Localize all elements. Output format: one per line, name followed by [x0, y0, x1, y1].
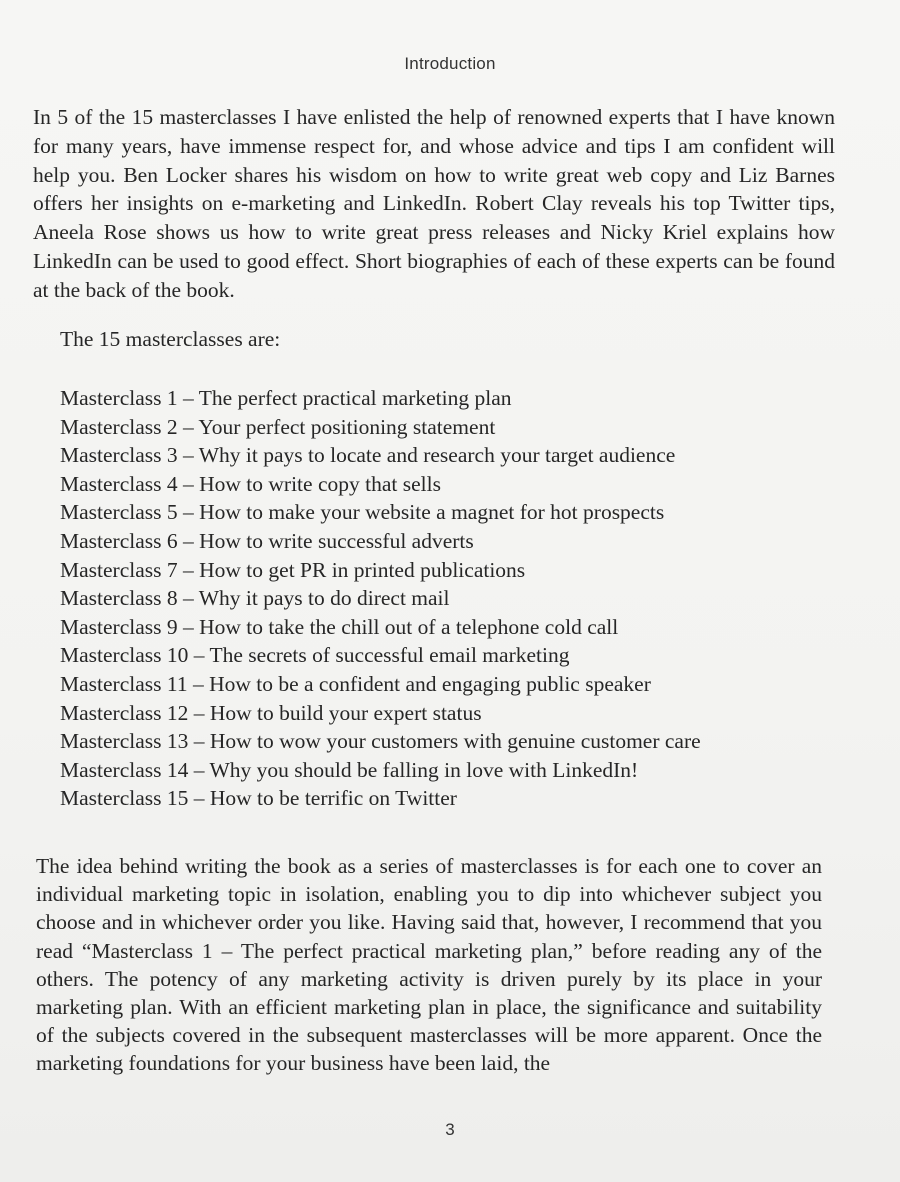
list-item: Masterclass 2 – Your perfect positioning statement [60, 414, 496, 439]
list-item: Masterclass 11 – How to be a confident and engaging public speaker [60, 671, 651, 696]
list-item: Masterclass 8 – Why it pays to do direct mail [60, 586, 450, 611]
list-lead-in: The 15 masterclasses are: [60, 327, 281, 351]
masterclass-list [60, 384, 701, 813]
list-item: Masterclass 4 – How to write copy that sells [60, 471, 441, 496]
list-item: Masterclass 12 – How to build your expert status [60, 700, 482, 725]
list-item: Masterclass 6 – How to write successful adverts [60, 528, 474, 553]
list-item: Masterclass 7 – How to get PR in printed publications [60, 557, 526, 582]
closing-paragraph: The idea behind writing the book as a series of masterclasses is for each one to cover an individual marketing topic in isolation, enabling you to dip into whichever subject you choose and in whichever order you like. Having said that, however, I recommend that you read “Masterclass 1 – The perfect practical marketing plan,” before reading any of the others. The potency of any marketing activity is driven purely by its place in your marketing plan. With an efficient marketing plan in place, the significance and suitability of the subjects covered in the subsequent masterclasses will be more apparent. Once the marketing foundations for your business have been laid, the [36, 854, 822, 1076]
list-item: Masterclass 9 – How to take the chill out of a telephone cold call [60, 614, 619, 639]
list-item: Masterclass 15 – How to be terrific on Twitter [60, 786, 457, 811]
running-head: Introduction [404, 54, 496, 73]
list-item: Masterclass 10 – The secrets of successful email marketing [60, 643, 570, 668]
list-item: Masterclass 13 – How to wow your customers with genuine customer care [60, 729, 701, 754]
list-item: Masterclass 14 – Why you should be falling in love with LinkedIn! [60, 757, 639, 782]
list-item: Masterclass 1 – The perfect practical marketing plan [60, 386, 512, 410]
list-item: Masterclass 3 – Why it pays to locate and research your target audience [60, 443, 676, 468]
intro-paragraph: In 5 of the 15 masterclasses I have enlisted the help of renowned experts that I have known for many years, have immense respect for, and whose advice and tips I am confident will help you. Ben Locker shares his wisdom on how to write great web copy and Liz Barnes offers her insights on e-marketing and LinkedIn. Robert Clay reveals his top Twitter tips, Aneela Rose shows us how to write great press releases and Nicky Kriel explains how LinkedIn can be used to good effect. Short biographies of each of these experts can be found at the back of the book. [33, 105, 835, 302]
list-item: Masterclass 5 – How to make your website a magnet for hot prospects [60, 500, 665, 525]
page-number: 3 [445, 1120, 455, 1139]
